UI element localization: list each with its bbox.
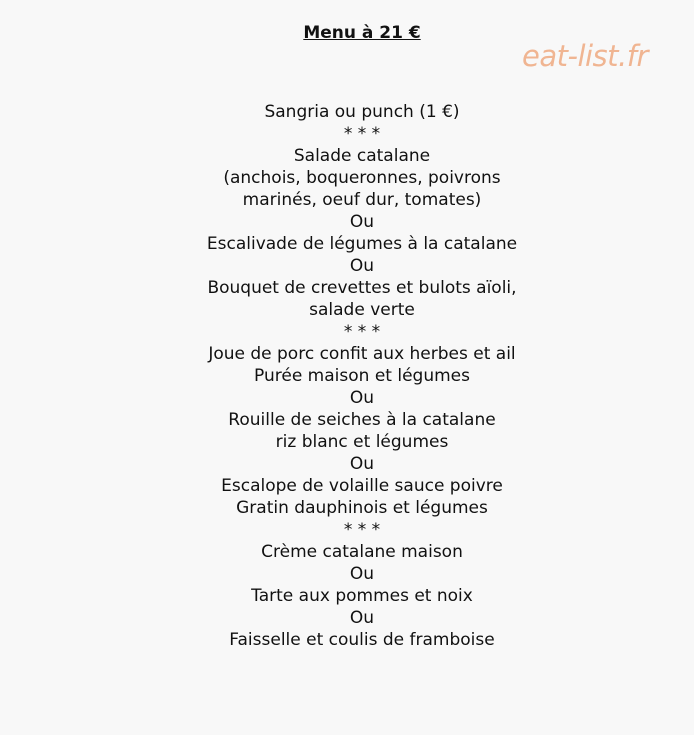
choice-separator: Ou xyxy=(349,256,375,276)
menu-line: Escalivade de légumes à la catalane xyxy=(206,234,518,254)
menu-line: salade verte xyxy=(309,300,415,320)
course-separator: * * * xyxy=(343,520,381,540)
menu-line: Salade catalane xyxy=(293,146,431,166)
menu-line: Sangria ou punch (1 €) xyxy=(264,102,460,122)
menu-line: Escalope de volaille sauce poivre xyxy=(221,476,503,496)
site-watermark: eat-list.fr xyxy=(522,39,648,73)
menu-line: Crème catalane maison xyxy=(261,542,463,562)
choice-separator: Ou xyxy=(349,454,375,474)
menu-line: Rouille de seiches à la catalane xyxy=(228,410,496,430)
menu-line: Gratin dauphinois et légumes xyxy=(236,498,488,518)
choice-separator: Ou xyxy=(349,388,375,408)
course-separator: * * * xyxy=(343,124,381,144)
menu-title: Menu à 21 € xyxy=(303,23,421,43)
menu-line: (anchois, boqueronnes, poivrons xyxy=(223,168,501,188)
menu-line: Tarte aux pommes et noix xyxy=(251,586,473,606)
menu-line: marinés, oeuf dur, tomates) xyxy=(242,190,482,210)
choice-separator: Ou xyxy=(349,212,375,232)
menu-line: Joue de porc confit aux herbes et ail xyxy=(208,344,516,364)
menu-list xyxy=(0,101,694,651)
menu-line: riz blanc et légumes xyxy=(275,432,449,452)
course-separator: * * * xyxy=(343,322,381,342)
menu-line: Purée maison et légumes xyxy=(254,366,470,386)
choice-separator: Ou xyxy=(349,564,375,584)
choice-separator: Ou xyxy=(349,608,375,628)
menu-line: Bouquet de crevettes et bulots aïoli, xyxy=(207,278,517,298)
menu-line: Faisselle et coulis de framboise xyxy=(229,630,495,650)
